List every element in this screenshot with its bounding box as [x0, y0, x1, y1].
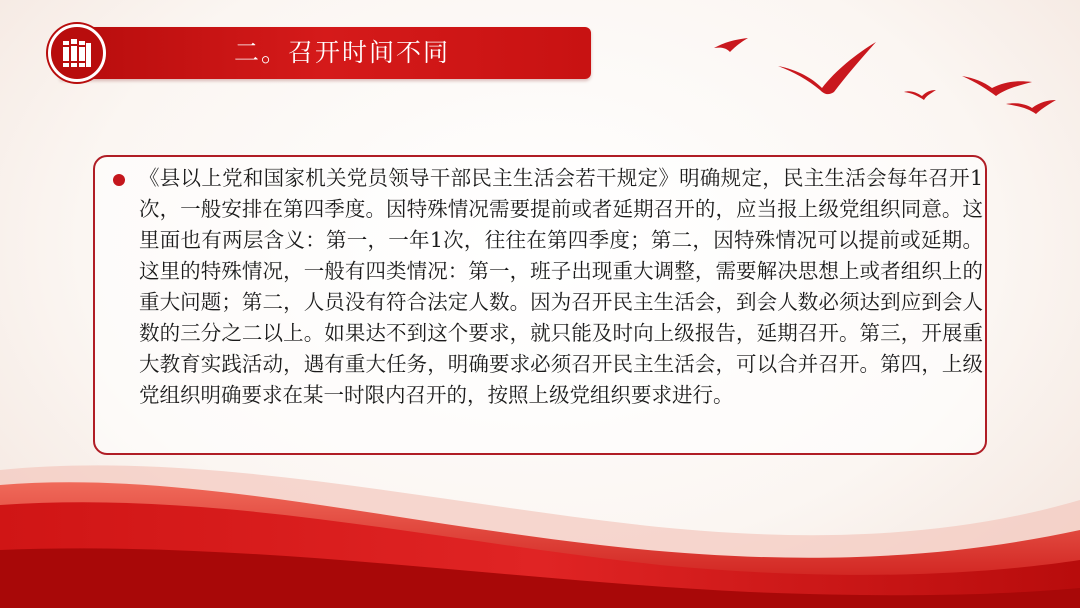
red-ribbon-decoration [0, 430, 1080, 608]
slide-title: 二。召开时间不同 [234, 38, 451, 67]
title-badge [48, 24, 106, 82]
bullet-dot-icon [113, 174, 125, 186]
body-paragraph: 《县以上党和国家机关党员领导干部民主生活会若干规定》明确规定，民主生活会每年召开1次，一般安排在第四季度。因特殊情况需要提前或者延期召开的，应当报上级党组织同意。这里面也有两层含义：第一，一年1次，往往在第四季度；第二，因特殊情况可以提前或延期。这里的特殊情况，一般有四类情况：第一，班子出现重大调整，需要解决思想上或者组织上的重大问题；第二，人员没有符合法定人数。因为召开民主生活会，到会人数必须达到应到会人数的三分之二以上。如果达不到这个要求，就只能及时向上级报告，延期召开。第三，开展重大教育实践活动，遇有重大任务，明确要求必须召开民主生活会，可以合并召开。第四，上级党组织明确要求在某一时限内召开的，按照上级党组织要求进行。 [139, 166, 983, 407]
books-icon [62, 37, 92, 69]
flying-birds-icon [700, 30, 1070, 120]
